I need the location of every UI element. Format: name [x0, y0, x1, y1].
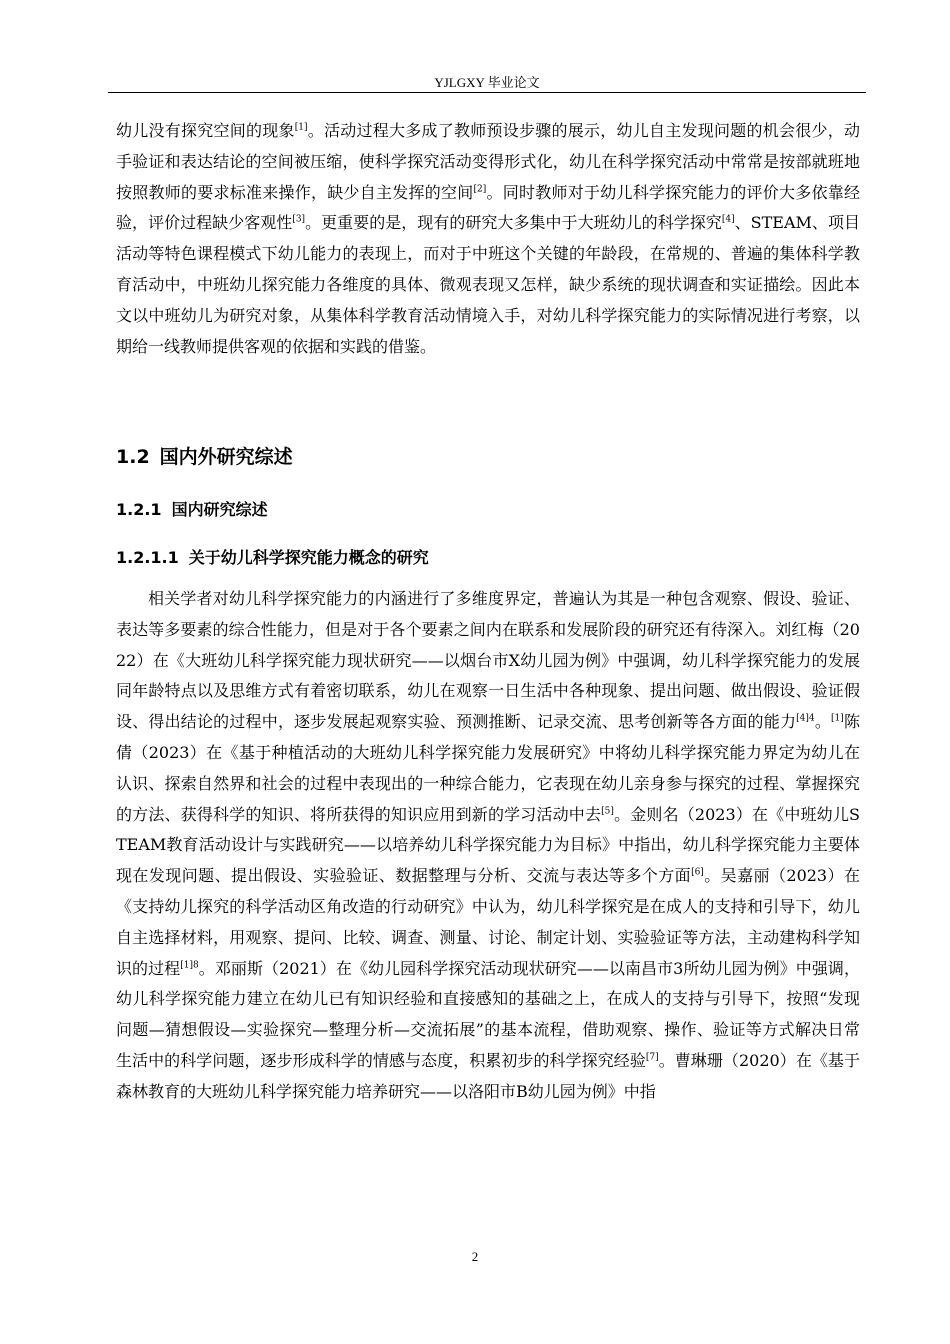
text-run: 。更重要的是，现有的研究大多集中于大班幼儿的科学探究	[305, 213, 722, 233]
body-section	[116, 584, 860, 1108]
citation: [6]	[691, 867, 704, 878]
citation: [7]	[645, 1052, 659, 1063]
section-heading	[116, 442, 293, 469]
text-run: 。邓丽斯（2021）在《幼儿园科学探究活动现状研究——以南昌市3所幼儿园为例》中强调，幼儿科学探究能力建立在幼儿已有知识经验和直接感知的基础之上，在成人的支持与引导下，按照“发现问题—猜想假设—实验探究—整理分析—交流拓展”的基本流程，借助观察、操作、验证等方式解决日常生活中的科学问题，逐步形成科学的情感与态度，积累初步的科学探究经验	[116, 958, 860, 1070]
page-content	[116, 116, 860, 1101]
citation: [1]8	[180, 960, 199, 971]
subsection-title: 国内研究综述	[171, 500, 268, 519]
subsection-heading	[116, 497, 268, 520]
text-run: 。金则名（2023）在《中班幼儿STEAM教育活动设计与实践研究——以培养幼儿科学探究能力为目标》中指出，幼儿科学探究能力主要体现在发现问题、提出假设、实验验证、数据整理与分析、交流与表达等多个方面	[116, 804, 860, 886]
body-paragraph	[116, 584, 860, 1108]
subsection-number: 1.2.1	[116, 500, 162, 519]
text-run: 幼儿没有探究空间的现象	[116, 121, 295, 140]
citation: [1]	[294, 122, 308, 133]
subsubsection-heading	[116, 545, 429, 568]
text-run: 。同时教师对于幼儿科学探究能力的评价大多依靠经验，评价过程缺少客观性	[116, 182, 860, 233]
text-run: 。	[814, 712, 832, 732]
text-run: 。吴嘉丽（2023）在《支持幼儿探究的科学活动区角改造的行动研究》中认为，幼儿科学探究是在成人的支持和引导下，幼儿自主选择材料，用观察、提问、比较、调查、测量、讨论、制定计划、实验验证等方法，主动建构科学知识的过程	[116, 866, 860, 978]
text-run: 、STEAM、项目活动等特色课程模式下幼儿能力的表现上，而对于中班这个关键的年龄段，在常规的、普遍的集体科学教育活动中，中班幼儿探究能力各维度的具体、微观表现又怎样，缺少系统的现状调查和实证描绘。因此本文以中班幼儿为研究对象，从集体科学教育活动情境入手，对幼儿科学探究能力的实际情况进行考察，以期给一线教师提供客观的依据和实践的借鉴。	[116, 213, 860, 356]
text-run: 。活动过程大多成了教师预设步骤的展示，幼儿自主发现问题的机会很少，动手验证和表达结论的空间被压缩，使科学探究活动变得形式化，幼儿在科学探究活动中常常是按部就班地按照教师的要求标准来操作，缺少自主发挥的空间	[116, 121, 860, 202]
text-run: 陈倩（2023）在《基于种植活动的大班幼儿科学探究能力发展研究》中将幼儿科学探究能力界定为幼儿在认识、探索自然界和社会的过程中表现出的一种综合能力，它表现在幼儿亲身参与探究的过程、掌握探究的方法、获得科学的知识、将所获得的知识应用到新的学习活动中去	[116, 712, 860, 824]
section-number: 1.2	[116, 446, 150, 468]
citation: [4]4	[796, 713, 815, 724]
text-run: 。曹琳珊（2020）在《基于森林教育的大班幼儿科学探究能力培养研究——以洛阳市B幼儿园为例》中指	[116, 1050, 860, 1101]
subsubsection-number: 1.2.1.1	[116, 548, 179, 567]
citation: [1]	[831, 713, 844, 724]
header-rule	[108, 92, 866, 93]
page-number: 2	[471, 1249, 479, 1264]
page-header: YJLGXY 毕业论文	[434, 75, 540, 90]
subsubsection-title: 关于幼儿科学探究能力概念的研究	[188, 548, 429, 567]
citation: [5]	[601, 806, 614, 817]
citation: [2]	[473, 184, 487, 195]
section-title: 国内外研究综述	[159, 446, 293, 468]
citation: [3]	[292, 215, 306, 226]
text-run: 相关学者对幼儿科学探究能力的内涵进行了多维度界定，普遍认为其是一种包含观察、假设、验证、表达等多要素的综合性能力，但是对于各个要素之间内在联系和发展阶段的研究还有待深入。刘红梅（2022）在《大班幼儿科学探究能力现状研究——以烟台市X幼儿园为例》中强调，幼儿科学探究能力的发展同年龄特点以及思维方式有着密切联系，幼儿在观察一日生活中各种现象、提出问题、做出假设、验证假设、得出结论的过程中，逐步发展起观察实验、预测推断、记录交流、思考创新等各方面的能力	[116, 589, 860, 732]
citation: [4]	[721, 215, 735, 226]
intro-paragraph	[116, 116, 860, 362]
